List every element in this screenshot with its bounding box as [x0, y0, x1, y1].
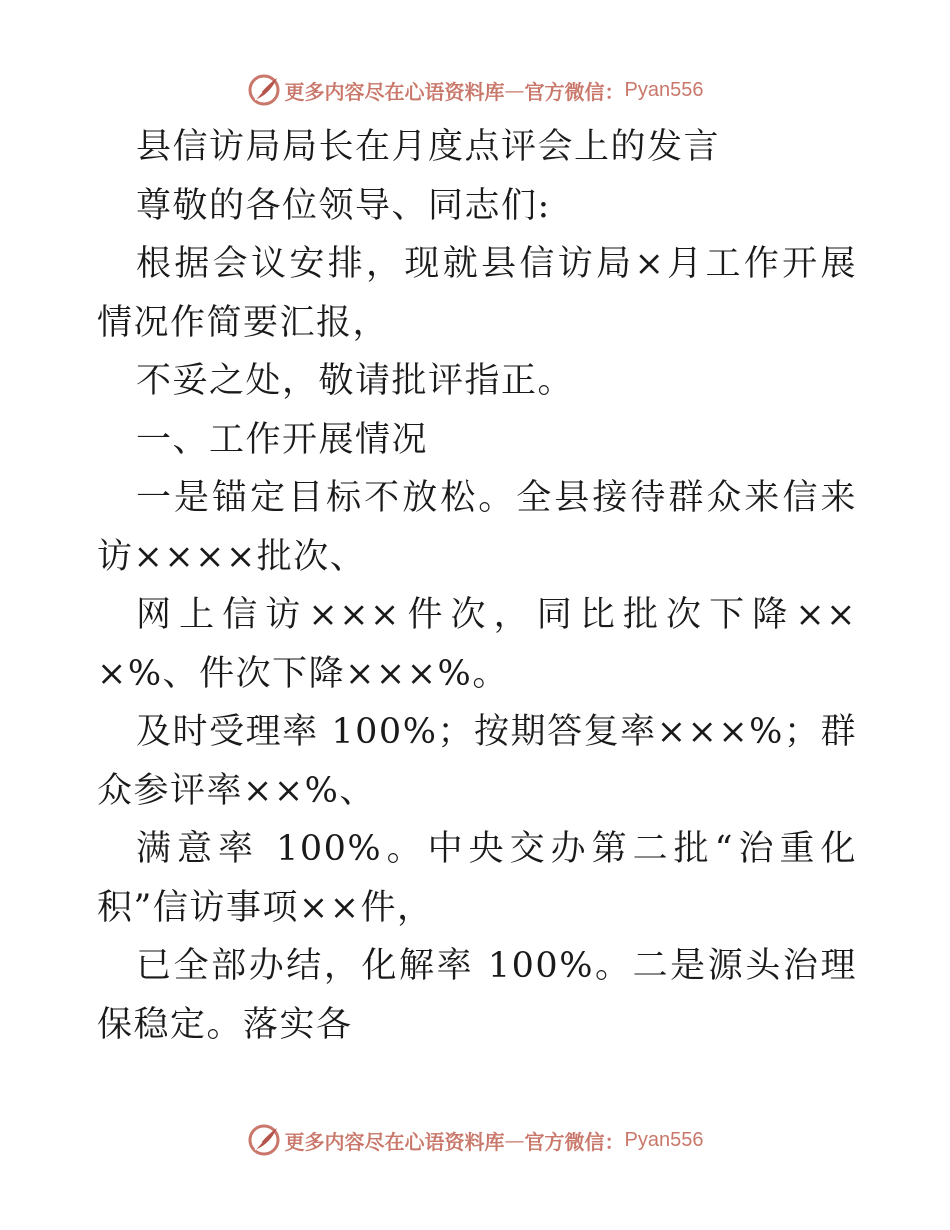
watermark-sub-text: 官方微信：: [524, 79, 625, 104]
quill-pen-logo-icon: [247, 1123, 281, 1157]
watermark-main-text: 更多内容尽在心语资料库: [284, 1129, 505, 1154]
watermark-account: Pyan556: [624, 78, 704, 101]
paragraph: 不妥之处，敬请批评指正。: [136, 361, 575, 401]
watermark-separator: —: [504, 78, 525, 102]
paragraph: 满意率 100%。中央交办第二批“治重化积”信访事项××件，: [97, 829, 857, 928]
watermark-sub-text: 官方微信：: [524, 1129, 625, 1154]
watermark-account: Pyan556: [624, 1128, 704, 1151]
paragraph: 一是锚定目标不放松。全县接待群众来信来访××××批次、: [97, 478, 857, 577]
document-title: 县信访局局长在月度点评会上的发言: [136, 127, 721, 167]
watermark-separator: —: [504, 1128, 525, 1152]
document-body: [97, 118, 857, 1054]
footer-watermark: [0, 1120, 950, 1160]
header-watermark: [0, 70, 950, 110]
salutation: 尊敬的各位领导、同志们:: [136, 185, 551, 226]
section-heading: 一、工作开展情况: [136, 419, 429, 460]
paragraph: 网上信访×××件次，同比批次下降×××%、件次下降×××%。: [97, 595, 857, 694]
watermark-main-text: 更多内容尽在心语资料库: [284, 79, 505, 104]
paragraph: 已全部办结，化解率 100%。二是源头治理保稳定。落实各: [97, 946, 857, 1045]
paragraph: 及时受理率 100%；按期答复率×××%；群众参评率××%、: [97, 712, 857, 811]
paragraph: 根据会议安排，现就县信访局×月工作开展情况作简要汇报，: [97, 244, 857, 343]
quill-pen-logo-icon: [247, 73, 281, 107]
